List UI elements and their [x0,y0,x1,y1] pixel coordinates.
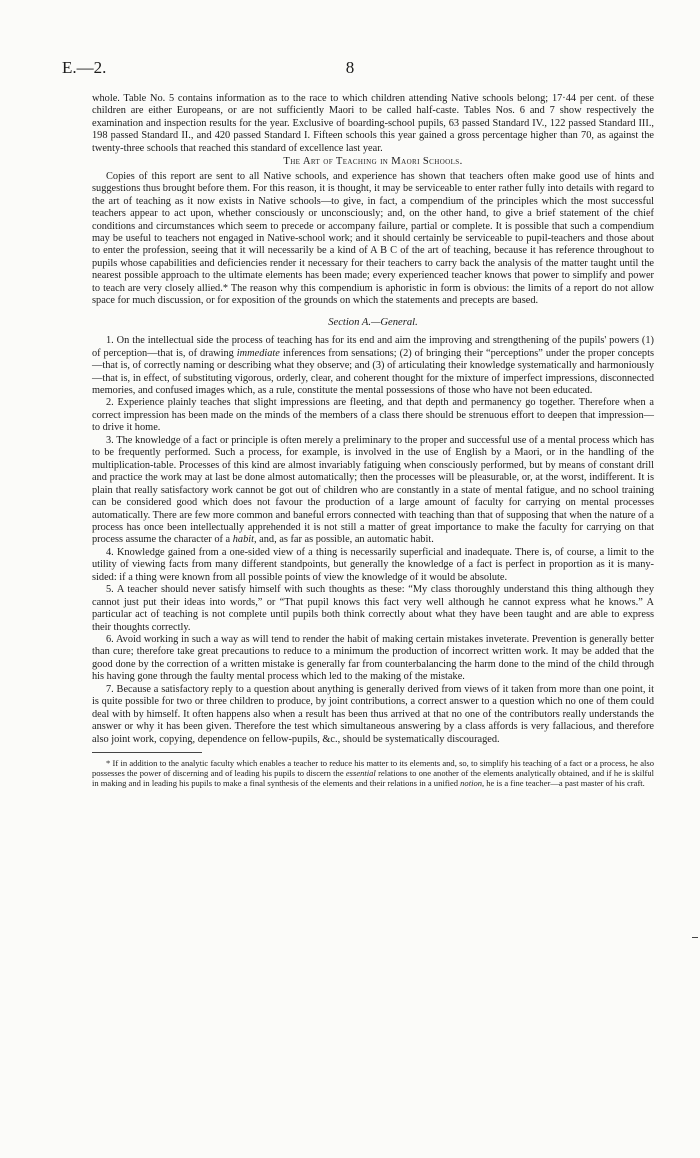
art-of-teaching-paragraph: Copies of this report are sent to all Native schools, and experience has shown that teachers often make good use of hints and suggestions thus brought before them. For this reason, it is thought, it may be serviceable to enter rather fully into details with regard to the art of teaching as it now exists in Native schools—to give, in fact, a compendium of the principles which the most successful teachers appear to act upon, whether consciously or unconsciously; and, on the other hand, to give a brief statement of the chief conditions and circumstances which seem to precede or accompany failure, partial or complete. It is possible that such a compendium may be useful to teachers not engaged in Native-school work; and it should certainly be serviceable to pupil-teachers and those about to enter the profession, seeing that it will necessarily be a kind of A B C of the art of teaching, because it has reference throughout to pupils whose capabilities and deficiencies render it necessary for their teachers to carry back the analysis of the matter taught until the nearest possible approach to the ultimate elements has been made; every experienced teacher knows that power to simplify and power to teach are very closely allied.* The reason why this compendium is aphoristic in form is obvious: the limits of a report do not allow space for much discussion, or for exposition of the grounds on which the statements and precepts are based. [92,170,654,307]
subsection-heading: Section A.—General. [328,316,418,328]
paragraph-6: 6. Avoid working in such a way as will tend to render the habit of making certain mistakes inveterate. Prevention is generally better than cure; therefore take great precautions to reduce to a minimum the production of incorrect written work. It may be added that the good done by the correction of a written mistake is generally far from counterbalancing the harm done to the mind of the child through his having gone through the faulty mental process which led to the making of the mistake. [92,634,654,683]
paragraph-3-emphasis: habit [232,534,254,546]
footnote-emphasis-2: notion [460,778,482,789]
page-number: 8 [345,58,355,77]
section-heading: The Art of Teaching in Maori Schools. [283,156,463,168]
paragraph-2: 2. Experience plainly teaches that slight impressions are fleeting, and that depth and permanency go together. Therefore when a correct impression has been made on the minds of the members of a class there should be strenuous effort to deepen that impression—to drive it home. [92,397,654,434]
paragraph-3-text-cont: , and, as far as possible, an automatic habit. [254,534,434,546]
paragraph-1-emphasis: immediate [236,347,280,359]
footnote [92,758,654,788]
footnote-divider [92,752,202,753]
paragraph-5: 5. A teacher should never satisfy himself with such thoughts as these: “My class thoroughly understand this thing although they cannot just put their ideas into words,” or “That pupil knows this fact very well although he cannot express what he knows.” A particular act of teaching is not complete until pupils both think correctly about what they have been taught and are able to express their thoughts correctly. [92,584,654,633]
footnote-text: * If in addition to the analytic faculty which enables a teacher to reduce his matter to its elements and, so, to simplify his teaching of a fact or a process, he also possesses the power of discerning and of leading his pupils to discern the [92,758,654,779]
intro-paragraph: whole. Table No. 5 contains information as to the race to which children attending Native schools belong; 17·44 per cent. of these children are either Europeans, or are not sufficiently Maori to be called half-caste. Tables Nos. 6 and 7 show respectively the examination and inspection results for the year. Exclusive of boarding-school pupils, 63 passed Standard IV., 122 passed Standard III., 198 passed Standard II., and 420 passed Standard I. Fifteen schools this year gained a gross percentage higher than 70, as against the twenty-three schools that reached this standard of excellence last year. [92,93,654,154]
paragraph-1-text-cont: inferences from sensations; (2) of bringing their “perceptions” under the proper concepts—that is, of correctly naming or describing what they observe; and (3) of articulating their knowledge systematically and harmoniously—that is, in effect, of substituting vigorous, orderly, clear, and coherent thought for the mixture of imperfect impressions, disconnected memories, and confused images which, as a rule, constitute the mental possessions of those who have not been educated. [92,347,654,396]
document-body [92,93,654,788]
footnote-text-cont: relations to one another of the elements analytically obtained, and if he is skilful in making and in leading his pupils to make a final synthesis of the elements and their relations in a unified [92,768,654,789]
footnote-text-end: , he is a fine teacher—a past master of his craft. [482,778,645,789]
footnote-emphasis-1: essential [345,768,376,779]
paragraph-7: 7. Because a satisfactory reply to a question about anything is generally derived from views of it taken from more than one point, it is quite possible for two or three children to produce, by joint contributions, a correct answer to a question which no one of them could deal with by himself. It often happens also when a result has been thus arrived at that no one of the contributors really understands the answer or why it has been given. Therefore the test which simultaneous answering by a class affords is very fallacious, and therefore also joint work, copying, dependence on fellow-pupils, &c., should be systematically discouraged. [92,683,654,745]
document-code: E.—2. [62,58,107,77]
paragraph-4: 4. Knowledge gained from a one-sided view of a thing is necessarily superficial and inadequate. There is, of course, a limit to the utility of viewing facts from many different standpoints, but generally the knowledge of a fact is perfect in proportion as it is many-sided: if a thing were known from all possible points of view the knowledge of it would be absolute. [92,546,654,583]
margin-mark [692,937,698,938]
paragraph-1-text: 1. On the intellectual side the process of teaching has for its end and aim the improving and strengthening of the pupils' powers (1) of perception—that is, of drawing [92,335,654,359]
paragraph-1 [92,335,654,397]
paragraph-3-text: 3. The knowledge of a fact or principle is often merely a preliminary to the proper and successful use of a mental process which has to be frequently performed. Such a process, for example, is involved in the use of English by a Maori, or in the handling of the multiplication-table. Processes of this kind are almost invariably fatiguing when consciously performed, but by means of constant drill and practice the work may at last be done almost automatically; then the processes will be pleasurable, or, at the worst, indifferent. It is plain that really satisfactory work cannot be got out of children who are constantly in a state of mental fatigue, and no school training can be considered good which does not favour the production of a large amount of faculty for carrying on mental processes automatically. There are few more common and baneful errors connected with teaching than that of supposing that when the nature of a process has once been intellectually apprehended it is not still a matter of great importance to make the faculty for carrying on that process assume the character of a [92,434,654,546]
paragraph-3 [92,435,654,547]
